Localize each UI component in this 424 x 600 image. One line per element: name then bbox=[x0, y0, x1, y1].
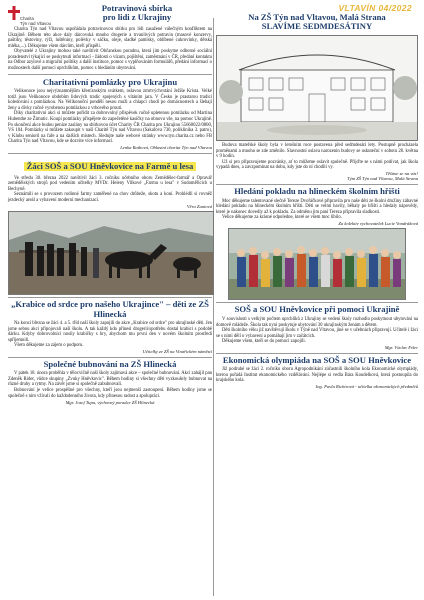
paragraph: Díky charitativní akci si můžete pořídit za dobrovolný příspěvek ručně upletenou pomlázku od Martina Hubenthe ze Žimutic. Koupí pomlázky přispějete do zapečetěné kasičky na obnovu vše, na pomoc Ukrajině. Po skončení akce budou peníze zaslány na sbírkovou účet Charity ČR Charita pro Ukrajinu 55660022/0800, VS 104. Pomlázky si můžete zakoupit v naší Charitě Týn nad Vltavou (Sakařova 730, poliklinika 3. patro), v Klubu seniorů na faře a na dalších místech. Sledujte naše webové stránky www.tyn.charita.cz nebo FB Charita Týn nad Vltavou, kde se dozvíte více informací. bbox=[8, 111, 212, 145]
article-title: „Krabice od srdce pro našeho Ukrajince" – děti ze ZŠ Hlinecká bbox=[11, 299, 209, 319]
paragraph: Seznámili se s provozem rodinné farmy zaměřené na chov drůbeže, skotu a koní. Prohlédli si rovněž jezdecký areál a vybavení moderní mechanizací. bbox=[8, 192, 212, 204]
article-title: SOŠ a SOU Hněvkovice při pomoci Ukrajině bbox=[234, 304, 400, 315]
paragraph: Bubnování je velice prospěšné pro všechny, kteří jsou nejmenší zastoupení. Během hodiny jsme se společně s ním vžívali do každodenního života, kdy přinesou radost a spolupráci. bbox=[8, 387, 212, 399]
paragraph: Obyvatelé z Ukrajiny mohou také navštívit Občanskou poradnu, která jim poskytne odborné sociální poradenství týkající se poskytnutí informací - žádosti o vízum, pojištění, zaměstnání v ČR, předání kontaktu na Odbor azylové a migrační politiky a další instituce, pomoc s vyplňováním formulářů, předání informací o možnostech další pomoci uprchlíkům, pomoc s hledáním ubytování. bbox=[8, 49, 212, 72]
signature: Tým ZŠ Týn nad Vltavou, Malá Strana bbox=[347, 176, 418, 182]
article-title: Na ZŠ Týn nad Vltavou, Malá Strana bbox=[248, 12, 386, 22]
paragraph: Na konci března se žáci 4. a 5. tříd naší školy zapojili do akce „Krabice od srdce" pro ukrajinské děti. Jen jsme sebou akci připojovali naši školu. A tak každý kdo přinesl drogerii/spotřebu dostal krabici s podobě dárku. Kdyby dobrovolníci nosily krabičky s hry, abychom mu první den v novém školním prostředí spříjemnili. bbox=[8, 321, 212, 343]
article-title: Ekonomická olympiáda na SOŠ a SOU Hněvkovice bbox=[222, 354, 412, 365]
signature: Za kolektiv vychovatelek Lucie Vondráková bbox=[338, 220, 418, 226]
divider bbox=[216, 184, 418, 185]
column-divider bbox=[213, 18, 214, 596]
signature: Těšíme se na vás! bbox=[385, 170, 418, 176]
divider bbox=[8, 357, 212, 358]
charita-cross-icon bbox=[8, 6, 20, 20]
article-title: SLAVÍME SEDMDESÁTINY bbox=[261, 21, 373, 32]
paragraph: Děkujeme všem, kteří se do pomoci zapojili. bbox=[222, 339, 306, 345]
paragraph: Moc děkujeme talentované slečně Tereze Dvořáčkové připravila pro naše děti ze školní družiny zábavné hledání pokladu na hlineckém školním hřišti. Děti se velmi bavily, běhaly po hřišti a hledaly nápovědy, které je nakonec dovedly až k pokladu. Za odměnu jim paní Tereza připravila sladkosti. bbox=[216, 198, 418, 215]
divider bbox=[8, 74, 212, 75]
charita-logo bbox=[8, 6, 60, 36]
divider bbox=[8, 153, 212, 154]
school-building-photo bbox=[216, 35, 418, 141]
article-title: Společné bubnování na ZŠ Hlinecká bbox=[43, 358, 177, 369]
issue-stamp: VLTAVÍN 04/2022 bbox=[338, 3, 412, 13]
paragraph: V pátek 18. února proběhla v tělocvičně naší školy zajímavá akce – společné bubnování. Akci zahájil pan Zdeněk Rider, vůdce skupiny „Zvuky Hněvkovic". Během hodiny si všechny děti vyzkoušely bubnovat na různé druhy a rytmy. Na závěr jsme si společně zabubnovali. bbox=[8, 371, 212, 388]
article-title: Hledání pokladu na hlineckém školním hřišti bbox=[234, 186, 400, 197]
horses-scene-image bbox=[9, 212, 213, 294]
children-scene-image bbox=[229, 229, 405, 299]
logo-line1: Charita bbox=[20, 16, 34, 21]
divider bbox=[216, 302, 418, 303]
paragraph: Děti školního věku již navštěvují školu v Týně nad Vltavou, jiné se v učebnách připravují. Učitelé i žáci se s nimi dělí o vybavení a pomáhají jim v začátcích. bbox=[216, 328, 418, 339]
signature: Lenka Rathová, Oblastní charita Týn nad Vltavou bbox=[120, 145, 212, 151]
paragraph: Velikonoce jsou nejvýznamnějším křesťanským svátkem, oslavou zmrtvýchvstání Ježíše Krista. Velké totiž jsou Velikonoce obdobím lidových tradic spojených s vítáním jara. V Česku je prastarou tradicí koledování s pomlázkou. Na Velikonoční pondělí nesou muži a chlapci chodí po domácnostech a šlehají ženy a dívky ručně vyrobenou pomlázkou z vrbového proutí. bbox=[8, 89, 212, 111]
building-sketch-image bbox=[217, 36, 417, 140]
paragraph: V souvislosti s velkým počtem uprchlíků z Ukrajiny se vedení školy rozhodlo poskytnout ubytování na domově mládeže. Škola tak nyní poskytuje ubytování 30 ukrajinským ženám a dětem. bbox=[216, 316, 418, 328]
paragraph: Ve středu 30. března 2022 navštívil žáci 3. ročníku učebního oboru Zemědělec-farmář a Opravář zemědělských strojů pod vedením učitelky MVDr. Heleny Vilkové „Farmu u lesa" v Sudoměřicích u Bechyně. bbox=[8, 175, 212, 192]
left-column bbox=[8, 4, 212, 596]
right-column bbox=[216, 4, 418, 596]
article-title: pro lidi z Ukrajiny bbox=[102, 12, 172, 23]
signature: Mgr. Václav Fišer bbox=[384, 344, 418, 350]
article-title: Charitativní pomlázky pro Ukrajinu bbox=[42, 76, 178, 87]
children-group-photo bbox=[228, 228, 406, 300]
article-title: Potravinová sbírka bbox=[101, 3, 173, 13]
divider bbox=[8, 297, 212, 298]
signature: Věra Zuntová bbox=[186, 203, 212, 209]
paragraph: Charita Týn nad Vltavou uspořádala potravinovou sbírku pro lidi zasažené válečným konfliktem na Ukrajině. Během této akce daly dárcovská mnoho drogerie a trvanlivých potravin (masové konzervy, paštiky, těstoviny, rýži, luštěniny, polévky v sáčku, oleje, sladké pamlsky, oblíbené cukrovinky, dětská mléka,...). Děkujeme všem dárcům, kteří přispěli. bbox=[8, 26, 212, 49]
paragraph: Již podruhé se žáci 2. ročníku oboru Agropodnikání zúčastnili školního kola Ekonomické olympiády, kterou pořádá Institut ekonomického vzdělávání. Nejlépe si vedla Bára Koudelková, která postoupila do krajského kola. bbox=[216, 366, 418, 384]
divider bbox=[216, 353, 418, 354]
paragraph: Už si pro připravujeme pozvánky, ať to můžeme oslavit společně. Přijďte se s námi podívat, jak škola vypadá dnes, a zavzpomínat na dobu, kdy jste do ní chodili vy. bbox=[216, 159, 418, 171]
farm-photo bbox=[8, 211, 214, 295]
signature: Ing. Pavla Richtrová - učitelka ekonomických předmětů bbox=[315, 383, 418, 389]
paragraph: Všem děkujeme za zájem o podporu. bbox=[14, 343, 84, 349]
signature: Učitelky ze ZŠ na Vinařickém náměstí bbox=[142, 349, 212, 355]
signature: Mgr. Josef Tupa, výchovný poradce ZŠ Hlinecká bbox=[65, 400, 155, 406]
logo-line2: Týn nad Vltavou bbox=[20, 21, 52, 26]
paragraph: Budova mateřské školy byla v letošním roce postavena před sedmdesáti lety. Postupně procházela proměnami a mnoho se zde změnilo. Slavnostní oslava narozenin budovy se uskuteční v sobotu 28. května v 9 hodin. bbox=[216, 142, 418, 160]
paragraph: Velice děkujeme za krásné odpoledne, které se všem moc líbilo. bbox=[222, 215, 342, 221]
article-title-highlighted: Žáci SOŠ a SOU Hněvkovice na Farmě u lesa bbox=[24, 162, 197, 171]
